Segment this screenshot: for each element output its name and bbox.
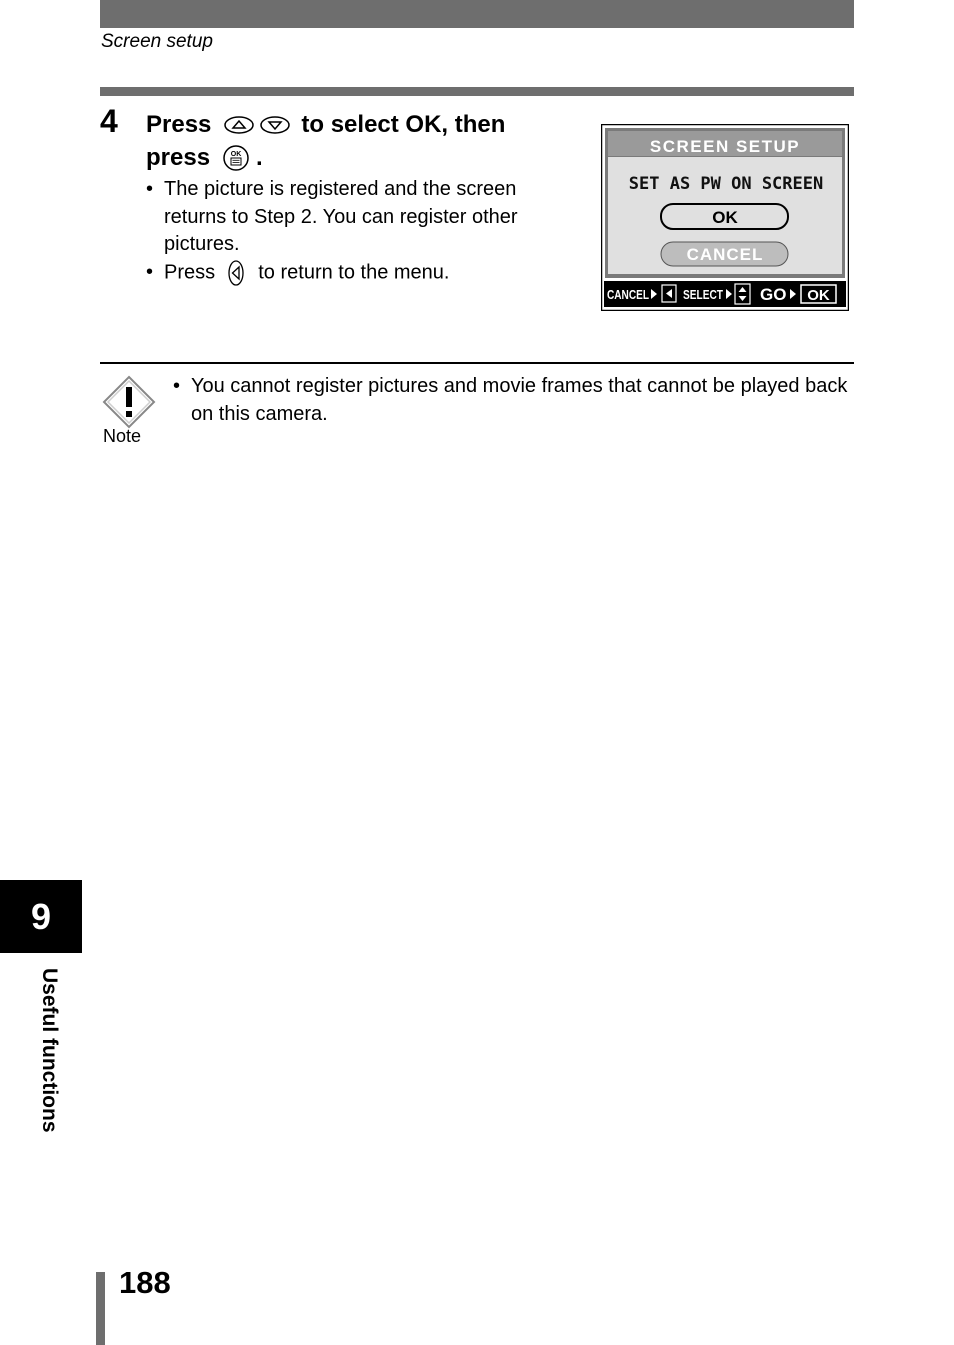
- bullet-text-cont: to return to the menu.: [258, 260, 450, 283]
- arrow-up-button-icon: [223, 115, 255, 135]
- step-number: 4: [100, 103, 118, 139]
- lcd-footer-ok: OK: [807, 287, 830, 304]
- warning-note-icon: [102, 375, 156, 431]
- bullet-text: Press: [164, 260, 216, 283]
- ok-glyph: OK: [230, 151, 242, 158]
- note-divider: [100, 362, 854, 364]
- step-press-text: Press: [146, 111, 212, 138]
- note-label: Note: [103, 426, 142, 446]
- step-period: .: [256, 144, 263, 171]
- step-press-text-2: press: [146, 144, 211, 171]
- camera-lcd-screen: [601, 124, 849, 311]
- bullet-item: [146, 259, 576, 287]
- note-text: You cannot register pictures and movie frames that cannot be played back on this camera.: [191, 375, 848, 425]
- bullet-text: The picture is registered and the screen returns to Step 2. You can register other pictures.: [164, 178, 518, 255]
- header-bar: [100, 0, 854, 28]
- section-rule: [100, 87, 854, 96]
- arrow-left-button-icon: [227, 259, 245, 287]
- chapter-side-label: Useful functions: [38, 968, 61, 1133]
- section-title: Screen setup: [101, 31, 213, 52]
- lcd-title: SCREEN SETUP: [649, 137, 801, 156]
- bullet-dot: •: [173, 375, 181, 397]
- lcd-footer-cancel: CANCEL: [607, 287, 650, 302]
- step-bullets: [146, 176, 576, 287]
- step-instruction-line-1: [146, 111, 505, 139]
- lcd-footer-select: SELECT: [683, 287, 724, 302]
- page-number-bar: [96, 1272, 105, 1345]
- step-select-text: to select OK, then: [301, 111, 506, 138]
- chapter-number: 9: [30, 895, 52, 937]
- step-instruction-line-2: [146, 144, 263, 172]
- bullet-dot: •: [146, 178, 154, 200]
- arrow-down-button-icon: [259, 115, 291, 135]
- chapter-tab: [0, 880, 82, 953]
- page-number: 188: [119, 1265, 171, 1300]
- ok-menu-button-icon: [222, 144, 250, 172]
- lcd-footer-go: GO: [760, 285, 787, 304]
- lcd-cancel-label: CANCEL: [686, 245, 764, 264]
- lcd-prompt: SET AS PW ON SCREEN: [628, 174, 824, 194]
- bullet-item: [146, 176, 576, 259]
- bullet-dot: •: [146, 260, 154, 283]
- note-text-block: [173, 373, 851, 428]
- lcd-ok-label: OK: [712, 208, 738, 227]
